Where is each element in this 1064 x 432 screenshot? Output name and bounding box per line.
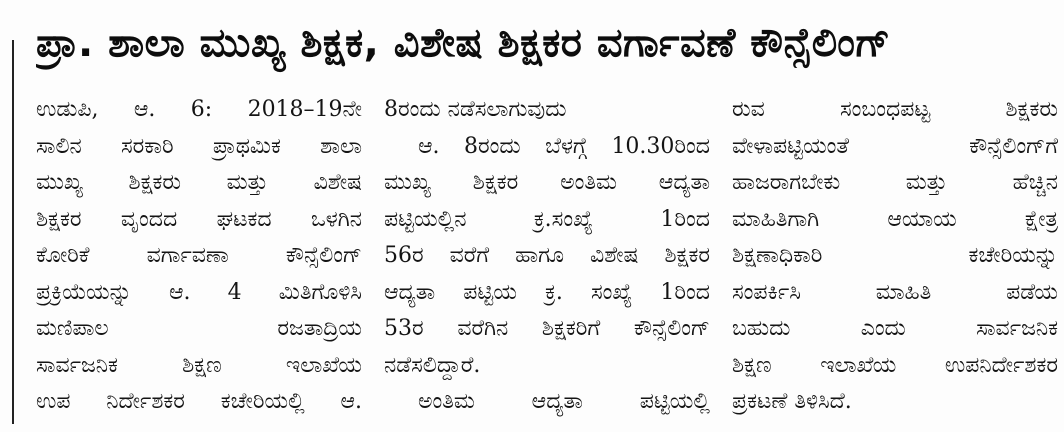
text-line: ಸಾರ್ವಜನಿಕ ಶಿಕ್ಷಣ ಇಲಾಖೆಯ [36,352,362,378]
text-line: ಶಿಕ್ಷಣ ಇಲಾಖೆಯ ಉಪನಿರ್ದೇಶಕರ [732,352,1058,378]
text-line: ಉಡುಪಿ, ಆ. 6: 2018–19ನೇ [36,97,362,122]
text-line: ಉಪ ನಿರ್ದೇಶಕರ ಕಚೇರಿಯಲ್ಲಿ ಆ. [36,389,362,414]
article-column-3 [732,92,1058,422]
text-line: ಮುಖ್ಯ ಶಿಕ್ಷಕರ ಅಂತಿಮ ಆದ್ಯತಾ [384,170,710,195]
text-line: ಮಣಿಪಾಲ ರಜತಾದ್ರಿಯ [36,316,362,341]
text-line: ಶಿಕ್ಷಕರ ವೃಂದದ ಘಟಕದ ಒಳಗಿನ [36,206,362,232]
text-line: ಆ. 8ರಂದು ಬೆಳಗ್ಗೆ 10.30ರಿಂದ [418,133,710,159]
text-line: ಕೋರಿಕೆ ವರ್ಗಾವಣಾ ಕೌನ್ಸೆಲಿಂಗ್ [36,243,362,268]
subheading-line: 8ರಂದು ನಡೆಸಲಾಗುವುದು [384,97,567,122]
text-line: 56ರ ವರೆಗೆ ಹಾಗೂ ವಿಶೇಷ ಶಿಕ್ಷಕರ [384,243,710,268]
text-line: ಸಾಲಿನ ಸರಕಾರಿ ಪ್ರಾಥಮಿಕ ಶಾಲಾ [36,133,362,159]
text-line: ಪ್ರಕಟಣೆ ತಿಳಿಸಿದೆ. [732,389,852,414]
text-line: ಸಂಪರ್ಕಿಸಿ ಮಾಹಿತಿ ಪಡೆಯ [732,279,1058,305]
text-line: ಶಿಕ್ಷಣಾಧಿಕಾರಿ ಕಚೇರಿಯನ್ನು [732,243,1058,268]
text-line: ಅಂತಿಮ ಆದ್ಯತಾ ಪಟ್ಟಿಯಲ್ಲಿ [418,389,710,414]
article-column-1 [36,92,362,422]
text-line: ಹಾಜರಾಗಬೇಕು ಮತ್ತು ಹೆಚ್ಚಿನ [732,170,1058,195]
text-line: ಮಾಹಿತಿಗಾಗಿ ಆಯಾಯ ಕ್ಷೇತ್ರ [732,206,1058,232]
text-line: ಆದ್ಯತಾ ಪಟ್ಟಿಯ ಕ್ರ. ಸಂಖ್ಯೆ 1ರಿಂದ [384,279,710,305]
text-line: ನಡೆಸಲಿದ್ದಾರೆ. [384,352,481,378]
text-line: 53ರ ವರೆಗಿನ ಶಿಕ್ಷಕರಿಗೆ ಕೌನ್ಸೆಲಿಂಗ್ [384,316,710,341]
text-line: ಮುಖ್ಯ ಶಿಕ್ಷಕರು ಮತ್ತು ವಿಶೇಷ [36,170,362,195]
text-line: ವೇಳಾಪಟ್ಟಿಯಂತೆ ಕೌನ್ಸೆಲಿಂಗ್‌ಗೆ [732,133,1058,159]
text-line: ರುವ ಸಂಬಂಧಪಟ್ಟ ಶಿಕ್ಷಕರು [732,97,1058,122]
article-column-2 [384,92,710,422]
column-rule [12,40,14,424]
headline: ಪ್ರಾ. ಶಾಲಾ ಮುಖ್ಯ ಶಿಕ್ಷಕ, ವಿಶೇಷ ಶಿಕ್ಷಕರ ವರ್ಗಾವಣೆ ಕೌನ್ಸೆಲಿಂಗ್ [36,20,891,66]
text-line: ಪ್ರಕ್ರಿಯೆಯನ್ನು ಆ. 4 ಮಿತಿಗೊಳಿಸಿ [36,279,362,305]
text-line: ಪಟ್ಟಿಯಲ್ಲಿನ ಕ್ರ.ಸಂಖ್ಯೆ 1ರಿಂದ [384,206,710,232]
text-line: ಬಹುದು ಎಂದು ಸಾರ್ವಜನಿಕ [732,316,1058,341]
